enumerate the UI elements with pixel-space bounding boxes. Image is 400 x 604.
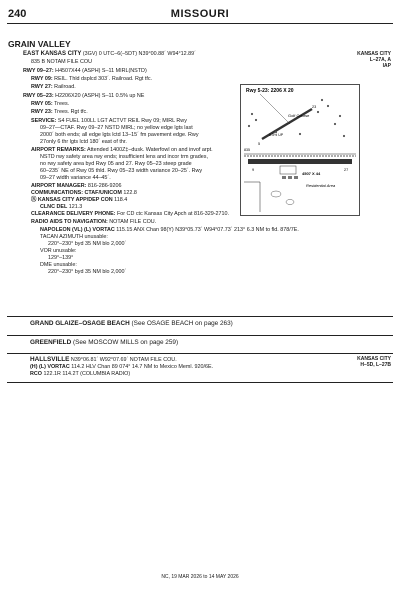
entry-text: For CD ctc Kansas City Apch at 816-329-2710.: [115, 211, 230, 217]
entry-text: 129°–139°: [48, 255, 74, 261]
entry-text: H2206X20 (ASPH) S–11 0.5% up NE: [53, 93, 145, 99]
entry-text: TACAN AZIMUTH unusable:: [40, 234, 108, 240]
line-label: (H) (L) VORTAC: [30, 364, 70, 370]
rwy-number: 27: [344, 168, 349, 172]
see-reference: (See OSAGE BEACH on page 263): [129, 320, 233, 327]
airport-entry-line: [31, 197, 127, 203]
entry-label: AIRPORT REMARKS:: [31, 147, 86, 153]
airport-title-line: [23, 51, 196, 57]
entry-text: Trees.: [52, 101, 70, 107]
airport-entry-line: [48, 269, 126, 275]
header-rule: [7, 23, 393, 24]
line-text: 114.2 HLV Chan 89 074° 14.7 NM to Mexico Meml. 920/6E.: [69, 364, 214, 370]
airport-entry-line: [48, 241, 126, 247]
entry-text: no rwy safety area byd Rwy 05 and 27. Rwy 05–23 steep grade: [40, 161, 192, 167]
chart-ref-line: L–27A, A: [369, 57, 391, 63]
runway-09-27: [248, 159, 352, 164]
entry-label: SERVICE:: [31, 118, 57, 124]
entry-text: REIL. Thld dsplcd 303´. Railroad. Rgt tfc.: [52, 76, 153, 82]
rwy-number: 9: [252, 168, 255, 172]
diagram-residential-label: Residential Area: [306, 183, 336, 188]
section-rule: [7, 335, 393, 336]
entry-text: VOR unusable:: [40, 248, 77, 254]
diagram-gradient-label: 0.5% UP: [269, 133, 284, 137]
airport-entry-line: [31, 101, 69, 107]
chart-ref-line: KANSAS CITY: [357, 51, 391, 57]
page-number: 240: [8, 8, 27, 20]
hallsville-rco: [30, 371, 130, 377]
entry-text: H4507X44 (ASPH) S–11 MIRL(NSTD): [53, 68, 147, 74]
section-grand-glaize: [30, 320, 233, 327]
hallsville-vortac: [30, 364, 213, 370]
entry-label: NAPOLEON (VL) (L) VORTAC: [40, 227, 115, 233]
entry-text: Attended 1400Z‡–dusk. Waterfowl on and invof arpt.: [85, 147, 213, 153]
diagram-golf-label: Golf Course: [288, 113, 310, 118]
entry-text: DME unusable:: [40, 262, 77, 268]
hangars: [282, 176, 298, 179]
diagram-main-rwy-label: 4507 X 44: [302, 171, 321, 176]
airport-entry-line: [40, 227, 299, 233]
entry-text: S4 FUEL 100LL LGT ACTVT REIL Rwy 09; MIRL Rwy: [56, 118, 187, 124]
entry-text: NOTAM FILE COU.: [107, 219, 157, 225]
entry-text: 115.15 ANX Chan 98(Y) N39°05.73´ W94°07.73´ 213° 6.3 NM to fld. 878/7E.: [114, 227, 299, 233]
entry-text: 09–27 width variance 44–45´.: [40, 175, 111, 181]
airport-entry-line: [40, 125, 193, 131]
airport-entry-line: [40, 248, 77, 254]
entry-text: 27only 6 thr lgts lctd 180´ east of thr.: [40, 139, 127, 145]
entry-text: 220°–230° byd 35 NM blo 2,000´: [48, 241, 127, 247]
airport-entry-line: [23, 93, 144, 99]
entry-label: RADIO AIDS TO NAVIGATION:: [31, 219, 108, 225]
airport-entry-line: [48, 255, 73, 261]
hallsville-details: N39°06.81´ W92°07.69´ NOTAM FILE COU.: [69, 357, 177, 363]
entry-text: 220°–230° byd 35 NM blo 2,000´: [48, 269, 127, 275]
airport-name-greenfield: GREENFIELD: [30, 339, 72, 346]
airport-entry-line: [40, 132, 199, 138]
airport-name: EAST KANSAS CITY: [23, 51, 82, 57]
city-heading: GRAIN VALLEY: [8, 39, 71, 49]
section-rule: [7, 382, 393, 383]
airport-entry-line: [40, 204, 82, 210]
entry-text: 118.4: [112, 197, 128, 203]
rwy-number: 23: [312, 105, 317, 109]
entry-text: 121.3: [67, 204, 83, 210]
airport-entry-line: [40, 262, 77, 268]
line-label: RCO: [30, 371, 42, 377]
entry-text: 816-286-9206: [86, 183, 122, 189]
chart-ref-line: KANSAS CITY: [357, 356, 391, 362]
line-text: 122.1R 114.2T (COLUMBIA RADIO): [41, 371, 131, 377]
section-rule: [7, 353, 393, 354]
section-greenfield: [30, 339, 178, 346]
entry-text: 60–235´ NE of Rwy 05 thld. Rwy 05–23 width variance 20–25´. Rwy: [40, 168, 203, 174]
entry-label: COMMUNICATIONS: CTAF/UNICOM: [31, 190, 122, 196]
airport-entry-line: [40, 234, 108, 240]
section-hallsville: [30, 356, 177, 363]
chart-ref-line: H–5D, L–27B: [360, 362, 391, 368]
state-title: MISSOURI: [170, 8, 230, 20]
airport-entry-line: [31, 147, 213, 153]
section-rule: [7, 316, 393, 317]
airport-entry-line: [31, 118, 187, 124]
airport-entry-line: [31, 183, 121, 189]
entry-label: RWY 05–23:: [23, 93, 54, 99]
airport-entry-line: [31, 190, 137, 196]
airport-entry-line: [31, 211, 229, 217]
airport-entry-line: [40, 154, 208, 160]
airport-entry-line: [23, 68, 147, 74]
airport-entry-line: [40, 139, 127, 145]
entry-label: RWY 27:: [31, 84, 53, 90]
rwy-number: 5: [258, 142, 261, 146]
entry-label: Ⓡ KANSAS CITY APP/DEP CON: [31, 197, 113, 203]
airport-diagram: [240, 84, 360, 216]
entry-text: 09–27—CTAF. Rwy 09–27 NSTD MIRL; no yellow edge lgts last: [40, 125, 193, 131]
entry-text: Trees. Rgt tfc.: [52, 109, 88, 115]
entry-label: RWY 23:: [31, 109, 53, 115]
hallsville-name: HALLSVILLE: [30, 356, 70, 363]
airport-entry-line: [31, 109, 88, 115]
entry-label: RWY 09:: [31, 76, 53, 82]
entry-label: AIRPORT MANAGER:: [31, 183, 87, 189]
entry-label: RWY 09–27:: [23, 68, 54, 74]
entry-text: NSTD rwy safety area rwy ends; insufficient lens and incor trm grades,: [40, 154, 208, 160]
airport-line2: 835 B NOTAM FILE COU: [31, 59, 93, 65]
airport-details: (3GV) 0 UTC–6(–5DT) N39°00.88´ W94°12.89´: [82, 51, 196, 57]
diagram-elev: 835: [244, 148, 250, 152]
airport-entry-line: [40, 161, 192, 167]
footer-effective-dates: NC, 19 MAR 2026 to 14 MAY 2026: [161, 574, 239, 580]
chart-ref-line: IAP: [382, 63, 391, 69]
hallsville-chart-ref: [357, 356, 391, 368]
entry-text: 2000´ both ends; all edge lgts lctd 13–15´ fm pavement edge. Rwy: [40, 132, 199, 138]
chart-ref: [357, 51, 391, 69]
diagram-frame: [241, 85, 360, 216]
entry-label: CLNC DEL: [40, 204, 68, 210]
entry-label: RWY 05:: [31, 101, 53, 107]
diagram-rwy-label: Rwy 5-23: 2206 X 20: [246, 88, 294, 94]
entry-text: 122.8: [121, 190, 137, 196]
airport-entry-line: [31, 219, 156, 225]
airport-entry-line: [31, 76, 152, 82]
airport-entry-line: [31, 84, 76, 90]
entry-label: CLEARANCE DELIVERY PHONE:: [31, 211, 116, 217]
entry-text: Railroad.: [52, 84, 76, 90]
airport-entry-line: [40, 168, 202, 174]
see-reference: (See MOSCOW MILLS on page 259): [71, 339, 179, 346]
airport-entry-line: [40, 175, 111, 181]
airport-name-grand-glaize: GRAND GLAIZE–OSAGE BEACH: [30, 320, 130, 327]
